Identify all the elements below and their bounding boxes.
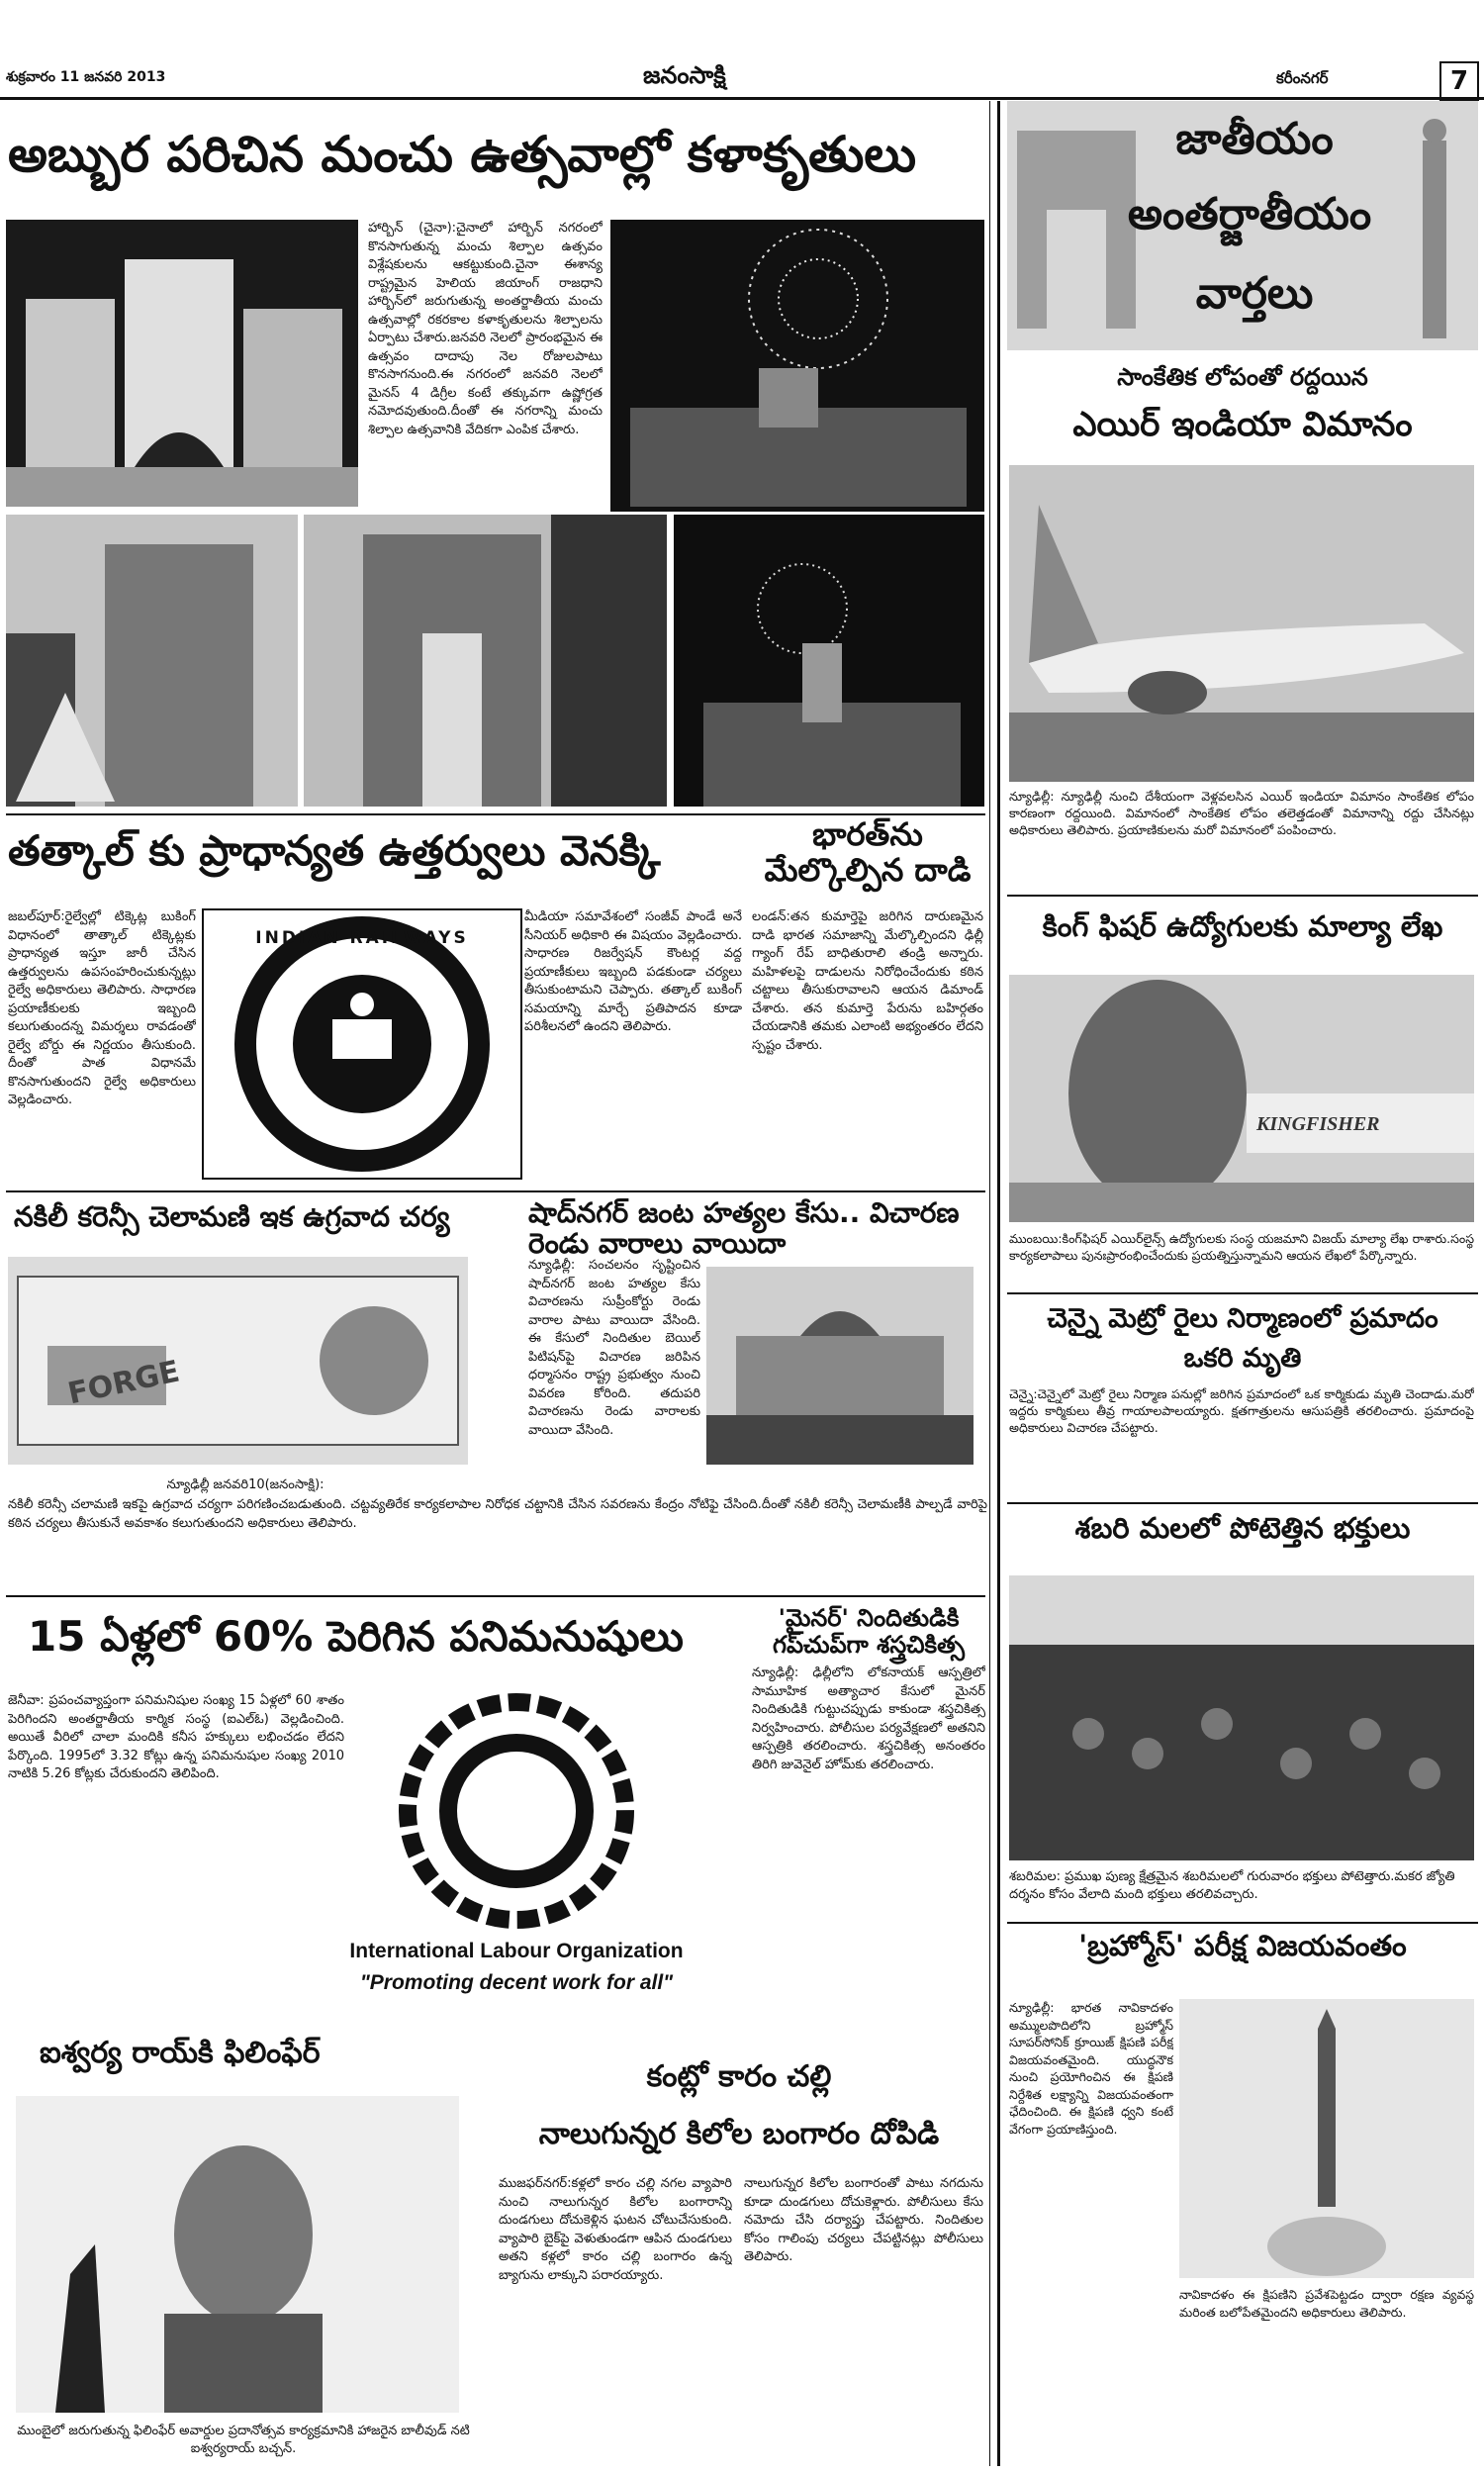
section-rule <box>6 1190 985 1192</box>
section-rule <box>1007 1502 1478 1504</box>
aishwarya-photo <box>16 2096 459 2413</box>
section-rule <box>1007 1292 1478 1294</box>
railways-logo-text: INDIAN RAILWAYS <box>255 928 469 948</box>
kingfisher-plane-text: KINGFISHER <box>1256 1113 1380 1135</box>
brahmos-headline: 'బ్రహ్మోస్' పరీక్ష విజయవంతం <box>1078 1929 1407 1962</box>
shadnagar-headline: షాద్‌నగర్ జంట హత్యల కేసు.. విచారణ రెండు వారాలు వాయిదా <box>528 1196 960 1261</box>
currency-dateline: న్యూఢిల్లీ జనవరి10(జనంసాక్షి): <box>166 1477 325 1492</box>
ice-tower-photo-1 <box>6 515 298 807</box>
ilo-tagline: "Promoting decent work for all" <box>359 1971 674 1994</box>
masthead-rule <box>0 97 1484 100</box>
kingfisher-body: ముంబయి:కింగ్‌ఫిషర్ ఎయిర్‌లైన్స్ ఉద్యోగులకు సంస్థ యజమాని విజయ్ మాల్యా లేఖ రాశారు.సంస్థ కార్యకలాపాలు పునఃప్రారంభించేందుకు ప్రయత్నిస్తున్నామని ఆయన లేఖలో పేర్కొన్నారు. <box>1009 1231 1474 1263</box>
brahmos-body-2: నావికాదళం ఈ క్షిపణిని ప్రవేశపెట్టడం ద్వారా రక్షణ వ్యవస్థ మరింత బలోపేతమైందని అధికారులు తెలిపారు. <box>1179 2287 1474 2320</box>
brahmos-missile-photo <box>1179 1999 1474 2278</box>
ice-festival-headline: అబ్బుర పరిచిన మంచు ఉత్సవాల్లో కళాకృతులు <box>8 126 917 183</box>
ice-festival-body: హార్బిన్ (చైనా):చైనాలో హార్బిన్ నగరంలో కొనసాగుతున్న మంచు శిల్పాల ఉత్సవం విశ్లేషకులను ఆకట్టుకుంది.చైనా ఈశాన్య రాష్ట్రమైన హెలియ జియాంగ్ రాజధాని హార్బిన్‌లో జరుగుతున్న అంతర్జాతీయ మంచు ఉత్సవాల్లో రకరకాల కళాకృతులను శిల్పాలను ఏర్పాటు చేశారు.జనవరి నెలలో ప్రారంభమైన ఈ ఉత్సవం దాదాపు నెల రోజులపాటు కొనసాగనుంది.ఈ నగరంలో జనవరి నెలలో మైనస్ 4 డిగ్రీల కంటే తక్కువగా ఉష్ణోగ్రత నమోదవుతుంది.దీంతో ఈ నగరాన్ని మంచు శిల్పాల ఉత్సవానికి వేదికగా ఎంపిక చేశారు. <box>368 221 603 437</box>
column-divider-right <box>997 101 1000 2466</box>
metro-headline-2: ఒకరి మృతి <box>1183 1343 1302 1374</box>
gold-headline-1: కంట్లో కారం చల్లి <box>646 2059 832 2094</box>
section-rule <box>6 1595 985 1597</box>
national-international-banner <box>1007 101 1478 350</box>
masthead-city: కరీంనగర్ <box>1276 69 1329 87</box>
metro-body: చెన్నై:చెన్నైలో మెట్రో రైలు నిర్మాణ పనుల్లో జరిగిన ప్రమాదంలో ఒక కార్మికుడు మృతి చెందాడు.మరో ఇద్దరు కార్మికులు తీవ్ర గాయాలపాలయ్యారు. క్షతగాత్రులను ఆసుపత్రికి తరలించారు. ప్రమాదంపై అధికారులు విచారణ చేపట్టారు. <box>1009 1386 1474 1435</box>
fake-note-stamp: FORGE <box>64 1354 183 1412</box>
fireworks-photo-bottom <box>674 515 984 807</box>
masthead-paper-name: జనంసాక్షి <box>643 61 726 89</box>
page-number: 7 <box>1439 61 1479 101</box>
ice-castle-photo <box>6 220 358 507</box>
labour-body: జెనీవా: ప్రపంచవ్యాప్తంగా పనిమనిషుల సంఖ్య 15 ఏళ్లలో 60 శాతం పెరిగిందని అంతర్జాతీయ కార్మిక సంస్థ (ఐఎల్‌ఓ) వెల్లడించింది. అయితే వీరిలో చాలా మందికి కనీస హక్కులు లభించడం లేదని పేర్కొంది. 1995లో 3.32 కోట్లు ఉన్న పనిమనుషుల సంఖ్య 2010 నాటికి 5.26 కోట్లకు చేరుకుందని తెలిపింది. <box>8 1693 344 1781</box>
metro-headline-1: చెన్నై మెట్రో రైలు నిర్మాణంలో ప్రమాదం <box>1047 1303 1438 1334</box>
masthead-date: శుక్రవారం 11 జనవరి 2013 <box>6 69 166 85</box>
ice-tower-photo-2 <box>304 515 667 807</box>
tatkal-body-col1: జబల్‌పూర్:రైల్వేల్లో టిక్కెట్ల బుకింగ్ విధానంలో తాత్కాల్ టిక్కెట్లకు ప్రాధాన్యత ఇస్తూ జారీ చేసిన ఉత్తర్వులను ఉపసంహరించుకున్నట్లు రైల్వే అధికారులు తెలిపారు. సాధారణ ప్రయాణీకులకు ఇబ్బంది కలుగుతుందన్న విమర్శలు రావడంతో రైల్వే బోర్డు ఈ నిర్ణయం తీసుకుంది. దీంతో పాత విధానమే కొనసాగుతుందని రైల్వే అధికారులు వెల్లడించారు. <box>8 909 196 1107</box>
air-india-body: న్యూఢిల్లీ: న్యూఢిల్లీ నుంచి దేశీయంగా వెళ్లవలసిన ఎయిర్ ఇండియా విమానం సాంకేతిక లోపం కారణంగా రద్దయింది. విమానంలో సాంకేతిక లోపం తలెత్తడంతో విమానాన్ని రద్దు చేసినట్లు అధికారులు తెలిపారు. ప్రయాణికులను మరో విమానంలో పంపించారు. <box>1009 789 1474 837</box>
tatkal-headline: తత్కాల్ కు ప్రాధాన్యత ఉత్తర్వులు వెనక్కి <box>8 826 661 875</box>
indian-railways-logo <box>202 908 522 1180</box>
miner-headline: 'మైనర్' నిందితుడికి గప్‌చుప్‌గా శస్త్రచికిత్స <box>773 1604 965 1659</box>
air-india-plane-photo <box>1009 465 1474 782</box>
currency-body: నకిలీ కరెన్సీ చలామణి ఇకపై ఉగ్రవాద చర్యగా పరిగణించబడుతుంది. చట్టవ్యతిరేక కార్యకలాపాల నిరోధక చట్టానికి చేసిన సవరణను కేంద్రం నోటిఫై చేసింది.దీంతో నకిలీ కరెన్సీ చెలామణీకి పాల్పడే వారిపై కఠిన చర్యలు తీసుకునే అవకాశం కలుగుతుందని అధికారులు తెలిపారు. <box>8 1497 987 1531</box>
sabarimala-headline: శబరి మలలో పోటెత్తిన భక్తులు <box>1074 1511 1411 1545</box>
labour-headline: 15 ఏళ్లలో 60% పెరిగిన పనిమనుషులు <box>28 1612 684 1661</box>
air-india-headline-2: ఎయిర్ ఇండియా విమానం <box>1072 405 1413 444</box>
fireworks-photo-top <box>610 220 984 512</box>
sabarimala-crowd-photo <box>1009 1575 1474 1860</box>
ilo-logo <box>315 1692 718 2029</box>
brahmos-body: న్యూఢిల్లీ: భారత నావికాదళం అమ్ములపొదిలోని బ్రహ్మోస్ సూపర్‌సోనిక్ క్రూయిజ్ క్షిపణి పరీక్ష విజయవంతమైంది. యుద్ధనౌక నుంచి ప్రయోగించిన ఈ క్షిపణి నిర్దేశిత లక్ష్యాన్ని విజయవంతంగా ఛేదించింది. ఈ క్షిపణి ధ్వని కంటే వేగంగా ప్రయాణిస్తుంది. <box>1009 2000 1173 2137</box>
miner-body: న్యూఢిల్లీ: ఢిల్లీలోని లోకనాయక్ ఆస్పత్రిలో సామూహిక అత్యాచార కేసులో మైనర్ నిందితుడికి గుట్టుచప్పుడు కాకుండా శస్త్రచికిత్స నిర్వహించారు. పోలీసుల పర్యవేక్షణలో అతనిని ఆస్పత్రికి తరలించారు. శస్త్రచికిత్స అనంతరం తిరిగి జువెనైల్ హోమ్‌కు తరలించారు. <box>752 1665 985 1772</box>
column-divider-right-thin <box>989 101 990 2466</box>
kingfisher-headline: కింగ్ ఫిషర్ ఉద్యోగులకు మాల్యా లేఖ <box>1042 909 1443 943</box>
banner-line-3: వార్తలు <box>1195 268 1314 319</box>
aishwarya-headline: ఐశ్వర్య రాయ్‌కి ఫిలింఫేర్ <box>40 2036 321 2070</box>
sabarimala-caption: శబరిమల: ప్రముఖ పుణ్య క్షేత్రమైన శబరిమలలో గురువారం భక్తులు పోటెత్తారు.మకర జ్యోతి దర్శనం కోసం వేలాది మంది భక్తులు తరలివచ్చారు. <box>1009 1869 1455 1902</box>
vijay-mallya-photo <box>1009 975 1474 1222</box>
gold-body-col1: ముజఫర్‌నగర్:కళ్లలో కారం చల్లి నగల వ్యాపారి నుంచి నాలుగున్నర కిలోల బంగారాన్ని దుండగులు దోచుకెళ్లిన ఘటన చోటుచేసుకుంది. వ్యాపారి బైక్‌పై వెళుతుండగా ఆపిన దుండగులు అతని కళ్లలో కారం చల్లి బంగారం ఉన్న బ్యాగును లాక్కుని పరారయ్యారు. <box>499 2176 732 2283</box>
aishwarya-caption: ముంబైలో జరుగుతున్న ఫిలింఫేర్ అవార్డుల ప్రదానోత్సవ కార్యక్రమానికి హాజరైన బాలీవుడ్ నటి ఐశ్వర్యరాయ్ బచ్చన్. <box>17 2424 470 2456</box>
gold-body-col2: నాలుగున్నర కిలోల బంగారంతో పాటు నగదును కూడా దుండగులు దోచుకెళ్లారు. పోలీసులు కేసు నమోదు చేసి దర్యాప్తు చేపట్టారు. నిందితుల కోసం గాలింపు చర్యలు చేపట్టినట్లు పోలీసులు తెలిపారు. <box>744 2176 983 2264</box>
banner-line-1: జాతీయం <box>1175 114 1334 164</box>
shadnagar-body: న్యూఢిల్లీ: సంచలనం సృష్టించిన షాద్‌నగర్ జంట హత్యల కేసు విచారణను సుప్రీంకోర్టు రెండు వారాల పాటు వాయిదా వేసింది. ఈ కేసులో నిందితుల బెయిల్ పిటిషన్‌పై విచారణ జరిపిన ధర్మాసనం రాష్ట్ర ప్రభుత్వం నుంచి వివరణ కోరింది. తదుపరి విచారణను రెండు వారాలకు వాయిదా వేసింది. <box>528 1258 700 1438</box>
bharat-body: లండన్:తన కుమార్తెపై జరిగిన దారుణమైన దాడి భారత సమాజాన్ని మేల్కొల్పిందని ఢిల్లీ గ్యాంగ్ రేప్ బాధితురాలి తండ్రి అన్నారు. మహిళలపై దాడులను నిరోధించేందుకు కఠిన చట్టాలు తీసుకురావాలని ఆయన డిమాండ్ చేశారు. తన కుమార్తె పేరును బహిర్గతం చేయడానికి తమకు ఎలాంటి అభ్యంతరం లేదని స్పష్టం చేశారు. <box>752 909 983 1053</box>
bharat-headline: భారత్‌ను మేల్కొల్పిన దాడి <box>764 815 972 889</box>
section-rule <box>1007 895 1478 897</box>
currency-headline: నకిలీ కరెన్సీ చెలామణి ఇక ఉగ్రవాద చర్య <box>14 1200 450 1233</box>
ilo-name: International Labour Organization <box>349 1940 684 1962</box>
tatkal-body-col2: మీడియా సమావేశంలో సంజీవ్ పాండే అనే సీనియర్ అధికారి ఈ విషయం వెల్లడించారు. సాధారణ రిజర్వేషన్ కౌంటర్ల వద్ద ప్రయాణీకులు ఇబ్బంది పడకుండా చర్యలు తీసుకుంటామని చెప్పారు. తత్కాల్ బుకింగ్ సమయాన్ని మార్చే ప్రతిపాదన కూడా పరిశీలనలో ఉందని తెలిపారు. <box>524 909 742 1034</box>
banner-line-2: అంతర్జాతీయం <box>1127 189 1372 239</box>
supreme-court-photo <box>706 1267 974 1465</box>
gold-headline-2: నాలుగున్నర కిలోల బంగారం దోపిడి <box>538 2117 940 2151</box>
fake-currency-photo <box>8 1257 468 1465</box>
section-rule <box>1007 1922 1478 1924</box>
masthead <box>0 0 1484 99</box>
air-india-headline-1: సాంకేతిక లోపంతో రద్దయిన <box>1117 363 1368 391</box>
